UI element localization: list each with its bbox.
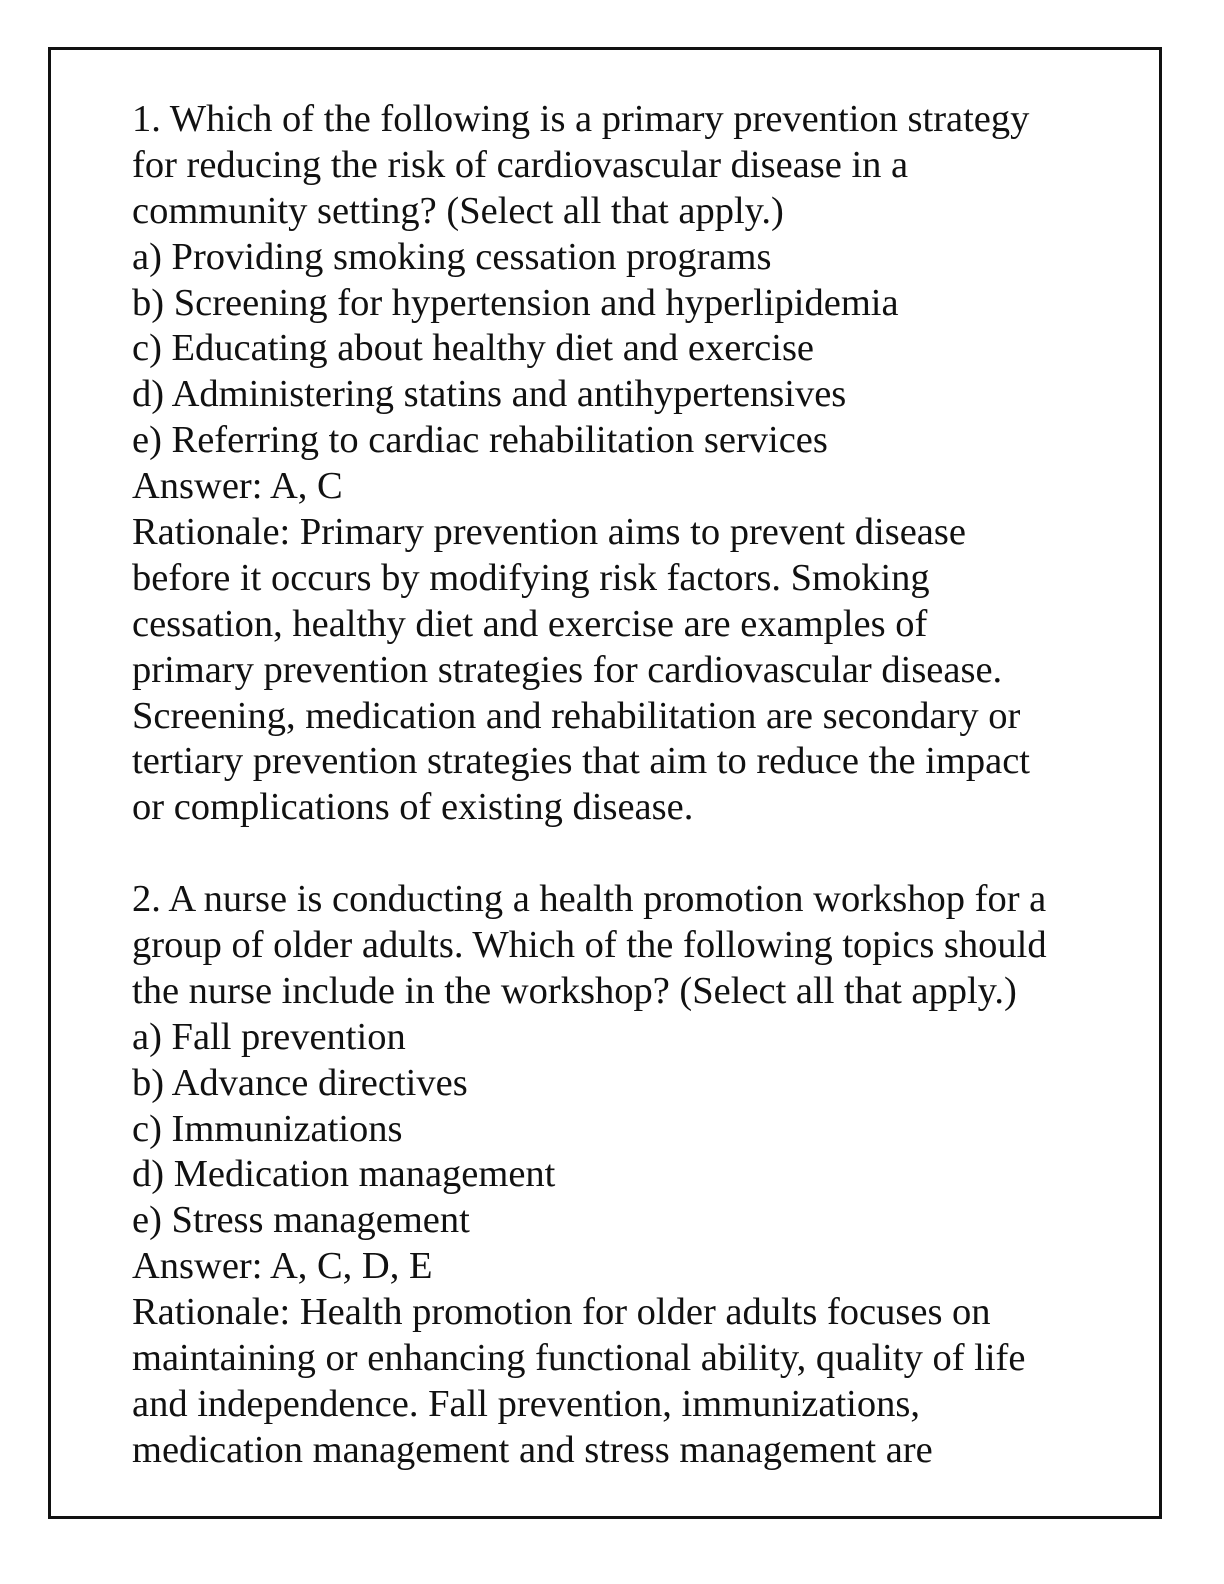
rationale-line: tertiary prevention strategies that aim to reduce the impact: [132, 740, 1030, 783]
document-body: [132, 97, 1122, 1474]
stem-line: group of older adults. Which of the following topics should: [132, 924, 1047, 967]
question-stem: [132, 97, 1122, 235]
option-e: e) Referring to cardiac rehabilitation services: [132, 419, 828, 462]
question-1: [132, 97, 1122, 831]
stem-line: 2. A nurse is conducting a health promotion workshop for a: [132, 878, 1047, 921]
rationale-line: Rationale: Primary prevention aims to prevent disease: [132, 511, 966, 554]
question-2: [132, 877, 1122, 1474]
option-b: b) Advance directives: [132, 1061, 468, 1104]
answer-line: Answer: A, C, D, E: [132, 1245, 433, 1288]
rationale: [132, 510, 1122, 831]
rationale-line: primary prevention strategies for cardiovascular disease.: [132, 648, 1003, 691]
rationale-line: medication management and stress management are: [132, 1428, 933, 1471]
option-e: e) Stress management: [132, 1199, 470, 1242]
stem-line: for reducing the risk of cardiovascular disease in a: [132, 143, 909, 186]
rationale-line: Screening, medication and rehabilitation are secondary or: [132, 694, 1021, 737]
option-c: c) Immunizations: [132, 1107, 403, 1150]
rationale-line: Rationale: Health promotion for older adults focuses on: [132, 1291, 991, 1334]
rationale-line: cessation, healthy diet and exercise are examples of: [132, 602, 928, 645]
option-c: c) Educating about healthy diet and exercise: [132, 327, 815, 370]
rationale-line: before it occurs by modifying risk factors. Smoking: [132, 556, 930, 599]
stem-line: community setting? (Select all that apply.): [132, 189, 784, 232]
rationale: [132, 1290, 1122, 1474]
option-a: a) Providing smoking cessation programs: [132, 235, 772, 278]
option-list: [132, 1015, 1122, 1244]
option-list: [132, 235, 1122, 464]
rationale-line: or complications of existing disease.: [132, 786, 694, 829]
option-d: d) Administering statins and antihypertensives: [132, 373, 847, 416]
option-d: d) Medication management: [132, 1153, 556, 1196]
rationale-line: maintaining or enhancing functional ability, quality of life: [132, 1337, 1026, 1380]
option-b: b) Screening for hypertension and hyperlipidemia: [132, 281, 899, 324]
question-stem: [132, 877, 1122, 1015]
stem-line: 1. Which of the following is a primary prevention strategy: [132, 98, 1030, 140]
stem-line: the nurse include in the workshop? (Select all that apply.): [132, 969, 1017, 1012]
paragraph-gap: [132, 831, 1122, 877]
rationale-line: and independence. Fall prevention, immunizations,: [132, 1382, 920, 1425]
answer-line: Answer: A, C: [132, 465, 343, 508]
option-a: a) Fall prevention: [132, 1015, 406, 1058]
